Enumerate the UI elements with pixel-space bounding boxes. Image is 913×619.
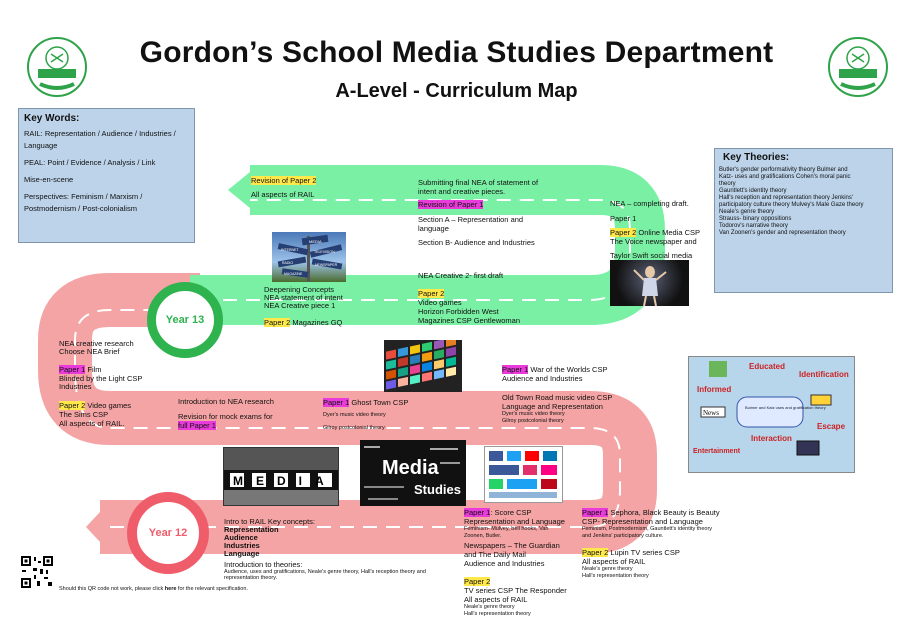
qr-caption bbox=[59, 586, 248, 593]
y13-deep: NEA statement of intent bbox=[264, 293, 343, 302]
y13-nea-complete: NEA – completing draft. bbox=[610, 199, 689, 208]
key-theories-line: Neale's genre theory bbox=[719, 209, 775, 215]
y12-responder-label: Paper 2 bbox=[464, 577, 491, 586]
y12-wotw: Paper 1 War of the Worlds CSP bbox=[502, 365, 608, 374]
page-subtitle: A-Level - Curriculum Map bbox=[335, 80, 578, 102]
media-signpost-image bbox=[272, 232, 346, 282]
signpost-word: MEDIA bbox=[309, 239, 322, 244]
key-words-line: Perspectives: Feminism / Marxism / bbox=[24, 192, 143, 201]
key-theories-line: Butler's gender performativity theory Bulmer and bbox=[719, 167, 848, 173]
media-studies-wordcloud-image bbox=[360, 440, 466, 506]
y13-vg: Horizon Forbidden West bbox=[418, 307, 499, 316]
y13-deep: NEA Creative piece 1 bbox=[264, 301, 336, 310]
y13-online-media: Paper 2 Online Media CSP bbox=[610, 228, 701, 237]
year13-marker bbox=[147, 282, 223, 358]
key-theories-box bbox=[714, 148, 893, 293]
signpost-word: NEWSPAPER bbox=[315, 263, 338, 267]
y12-sephora4: and Jenkins' participatory culture. bbox=[582, 533, 664, 539]
key-words-box bbox=[18, 108, 195, 243]
y12-responder: All aspects of RAIL bbox=[464, 595, 528, 604]
y13-nea-submit: Submitting final NEA of statement of bbox=[418, 178, 539, 187]
y12-allrail: All aspects of RAIL. bbox=[59, 419, 125, 428]
y13-vg: Video games bbox=[418, 298, 462, 307]
key-theories-line: theory bbox=[719, 181, 736, 187]
y12-industries: Industries bbox=[59, 382, 92, 391]
y12-sephora2: CSP- Representation and Language bbox=[582, 517, 703, 526]
year12-label: Year 12 bbox=[148, 527, 188, 539]
specification-link[interactable]: here bbox=[164, 586, 177, 592]
diagram-label: Entertainment bbox=[693, 448, 741, 455]
taylor-swift-photo bbox=[610, 260, 689, 306]
y12-otr: Language and Representation bbox=[502, 402, 603, 411]
y12-score: Paper 1: Score CSP bbox=[464, 508, 532, 517]
qr-caption-text: for the relevant specification. bbox=[176, 586, 248, 592]
y12-full-paper: full Paper 1 bbox=[178, 421, 216, 430]
y12-videogames: Paper 2 Video games bbox=[59, 401, 132, 410]
key-theories-line: Gauntlett's identity theory bbox=[719, 188, 787, 194]
y12-sims: The Sims CSP bbox=[59, 410, 109, 419]
y13-rev1-label: Revision of Paper 1 bbox=[418, 200, 484, 209]
key-words-heading: Key Words: bbox=[24, 113, 80, 124]
year12-marker bbox=[127, 492, 209, 574]
y12-concept: Industries bbox=[224, 541, 260, 550]
y13-nea-creative2: NEA Creative 2- first draft bbox=[418, 271, 504, 280]
y12-gilroy: Gilroy postcolonial theory bbox=[502, 418, 564, 424]
key-words-line: Postmodernism / Post-colonialism bbox=[24, 204, 137, 213]
y12-film: Paper 1 Film bbox=[59, 365, 102, 374]
y12-otr: Old Town Road music video CSP bbox=[502, 393, 613, 402]
film-strip-word: MEDIA bbox=[233, 474, 337, 488]
year13-label: Year 13 bbox=[165, 314, 205, 326]
y12-news: Audience and Industries bbox=[464, 559, 545, 568]
signpost-word: MAGAZINE bbox=[284, 272, 303, 276]
y12-mock: Revision for mock exams for bbox=[178, 412, 273, 421]
y12-gilroy: Gilroy postcolonial theory bbox=[323, 425, 385, 431]
y12-responder: Neale's genre theory bbox=[464, 604, 515, 610]
y12-concept: Representation bbox=[224, 525, 279, 534]
key-words-line: Language bbox=[24, 141, 58, 150]
y12-lupin: Paper 2 Lupin TV series CSP bbox=[582, 548, 680, 557]
y12-score3: Feminism- Mulvey, bell hooks, Van bbox=[464, 526, 549, 532]
y13-nea-submit: intent and creative pieces. bbox=[418, 187, 506, 196]
y13-rev2-label: Revision of Paper 2 bbox=[251, 176, 317, 185]
y12-intro-nea: Introduction to NEA research bbox=[178, 397, 274, 406]
diagram-label: Informed bbox=[697, 385, 732, 394]
key-words-line: PEAL: Point / Evidence / Analysis / Link bbox=[24, 158, 156, 167]
y13-taylor: Taylor Swift social media bbox=[610, 251, 693, 260]
y12-score2: Representation and Language bbox=[464, 517, 565, 526]
key-theories-line: Strauss- binary oppositions bbox=[719, 216, 792, 222]
y12-theories: representation theory. bbox=[224, 575, 278, 581]
y12-news: and The Daily Mail bbox=[464, 550, 526, 559]
y12-nea-research: NEA creative research bbox=[59, 339, 134, 348]
y12-score4: Zoonen, Butler. bbox=[464, 533, 502, 539]
key-words-line: RAIL: Representation / Audience / Industries / bbox=[24, 129, 176, 138]
diagram-news-label: News bbox=[703, 409, 719, 417]
y12-dyer: Dyer's music video theory bbox=[323, 412, 386, 418]
y13-voice: The Voice newspaper and bbox=[610, 237, 697, 246]
signpost-word: TELEVISION bbox=[314, 250, 335, 254]
qr-caption-text: Should this QR code not work, please click bbox=[59, 586, 165, 592]
y13-paper1: Paper 1 bbox=[610, 214, 637, 223]
diagram-label: Educated bbox=[749, 362, 786, 371]
key-theories-line: participatory culture theory Mulvey's Male Gaze theory bbox=[719, 202, 864, 208]
y12-intro-rail: Intro to RAIL Key concepts: bbox=[224, 517, 316, 526]
signpost-word: RADIO bbox=[282, 261, 294, 265]
y13-p2-label: Paper 2 bbox=[418, 289, 445, 298]
y12-responder: Hall's representation theory bbox=[464, 611, 531, 617]
y12-responder: TV series CSP The Responder bbox=[464, 586, 567, 595]
y12-intro-theories: Introduction to theories: bbox=[224, 560, 303, 569]
y12-dyer: Dyer's music video theory bbox=[502, 411, 565, 417]
page-title: Gordon’s School Media Studies Department bbox=[139, 36, 774, 69]
y13-secA: Section A – Representation and bbox=[418, 215, 524, 224]
media-film-strip-image bbox=[223, 447, 339, 506]
y13-secA: language bbox=[418, 224, 449, 233]
y12-ghost-town: Paper 1 Ghost Town CSP bbox=[323, 398, 409, 407]
key-theories-line: Van Zoonen's gender and representation theory bbox=[719, 230, 846, 236]
y12-concept: Language bbox=[224, 549, 260, 558]
y12-news: Newspapers – The Guardian bbox=[464, 541, 560, 550]
y12-wotw2: Audience and Industries bbox=[502, 374, 583, 383]
y13-magazines: Paper 2 Magazines GQ bbox=[264, 318, 343, 327]
tiles-collage-image bbox=[384, 340, 462, 392]
y13-deep: Deepening Concepts bbox=[264, 285, 335, 294]
diagram-label: Escape bbox=[817, 422, 846, 431]
y12-sephora3: Feminism, Postmodernism, Gauntlett's identity theory bbox=[582, 526, 713, 532]
diagram-label: Interaction bbox=[751, 434, 792, 443]
key-theories-line: Todorov's narrative theory bbox=[719, 223, 788, 229]
key-theories-line: Hall's reception and representation theory Jenkins' bbox=[719, 195, 854, 201]
y13-vg: Magazines CSP Gentlewoman bbox=[418, 316, 520, 325]
y12-sephora: Paper 1 Sephora, Black Beauty is Beauty bbox=[582, 508, 720, 517]
wordcloud-word: Studies bbox=[414, 482, 461, 497]
y12-concept: Audience bbox=[224, 533, 258, 542]
y12-lupin3: Neale's genre theory bbox=[582, 566, 633, 572]
qr-code[interactable] bbox=[20, 555, 54, 589]
y12-theories: Audience, uses and gratifications, Neale's genre theory, Hall's reception theory and bbox=[224, 569, 426, 575]
wordcloud-word: Media bbox=[382, 457, 439, 479]
key-theories-heading: Key Theories: bbox=[723, 152, 790, 163]
road-year13 bbox=[190, 190, 640, 300]
y13-rev2-text: All aspects of RAIL bbox=[251, 190, 315, 199]
y12-nea-brief: Choose NEA Brief bbox=[59, 347, 120, 356]
y12-blinded: Blinded by the Light CSP bbox=[59, 374, 143, 383]
y12-lupin4: Hall's representation theory bbox=[582, 573, 649, 579]
y12-lupin2: All aspects of RAIL bbox=[582, 557, 646, 566]
diagram-center-text: Bulmer and Katz uses and gratification theory bbox=[745, 405, 826, 410]
social-media-logos-image bbox=[484, 446, 563, 503]
signpost-word: INTERNET bbox=[281, 248, 299, 252]
uses-gratifications-diagram bbox=[688, 356, 855, 473]
diagram-label: Identification bbox=[799, 370, 849, 379]
y13-secB: Section B- Audience and Industries bbox=[418, 238, 535, 247]
key-theories-line: Katz- uses and gratifications Cohen's moral panic bbox=[719, 174, 851, 180]
key-words-line: Mise-en-scene bbox=[24, 175, 74, 184]
